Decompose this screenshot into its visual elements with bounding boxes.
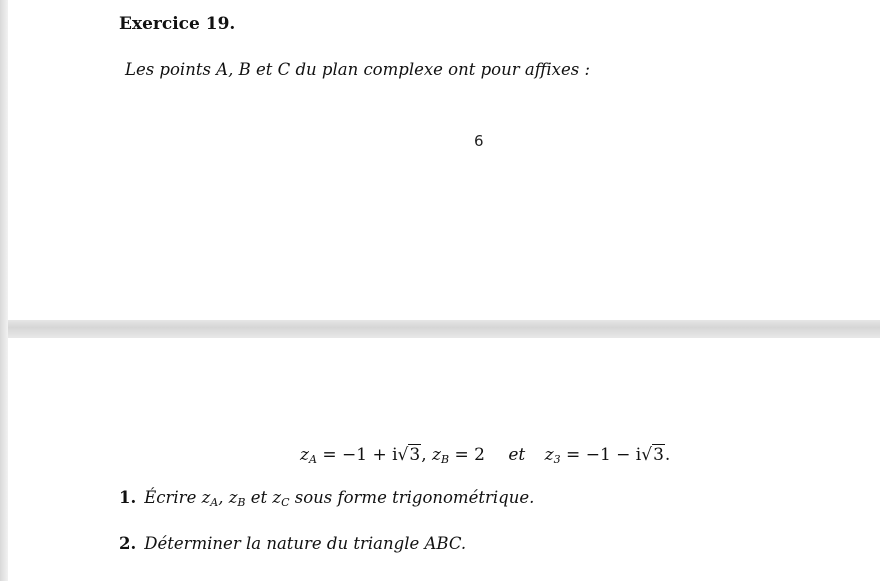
za-rhs: = −1 + i [322,445,398,465]
question-1 [119,488,534,509]
exercise-title: Exercice 19. [119,14,236,34]
page-number: 6 [474,132,484,150]
page-bottom [8,338,880,581]
exercise-intro: Les points A, B et C du plan complexe ont pour affixes : [125,60,591,79]
affixes-equation [300,445,670,466]
z3-sub: 3 [553,453,561,466]
question-2-number: 2. [119,534,137,553]
left-page-edge [0,0,8,581]
question-2-text: Déterminer la nature du triangle ABC. [144,534,467,553]
q1-tail: sous forme trigonométrique. [289,488,535,507]
question-2 [119,534,466,553]
zb-rhs: = 2 [454,445,485,465]
q1-sub-b: B [237,496,246,509]
page-top [8,0,880,320]
za-radicand: 3 [409,445,421,465]
page-break [8,320,880,338]
za-var: z [300,445,309,465]
za-sub: A [308,453,317,466]
q1-sub-c: C [281,496,290,509]
question-1-number: 1. [119,488,137,507]
z3-var: z [544,445,554,465]
q1-sub-a: A [210,496,219,509]
question-1-text [144,488,534,507]
za-end: , [421,445,427,465]
z3-sqrt: √3 [641,445,664,465]
q1-sep2: et z [245,488,282,507]
z3-end: . [664,445,671,465]
q1-part-text: Écrire z [144,488,211,507]
z3-rhs: = −1 − i [566,445,642,465]
zb-sub: B [440,453,450,466]
q1-sep1: , z [218,488,238,507]
z3-radicand: 3 [653,445,664,465]
za-sqrt: √3 [397,445,421,465]
connector-et: et [508,445,526,465]
zb-var: z [432,445,441,465]
